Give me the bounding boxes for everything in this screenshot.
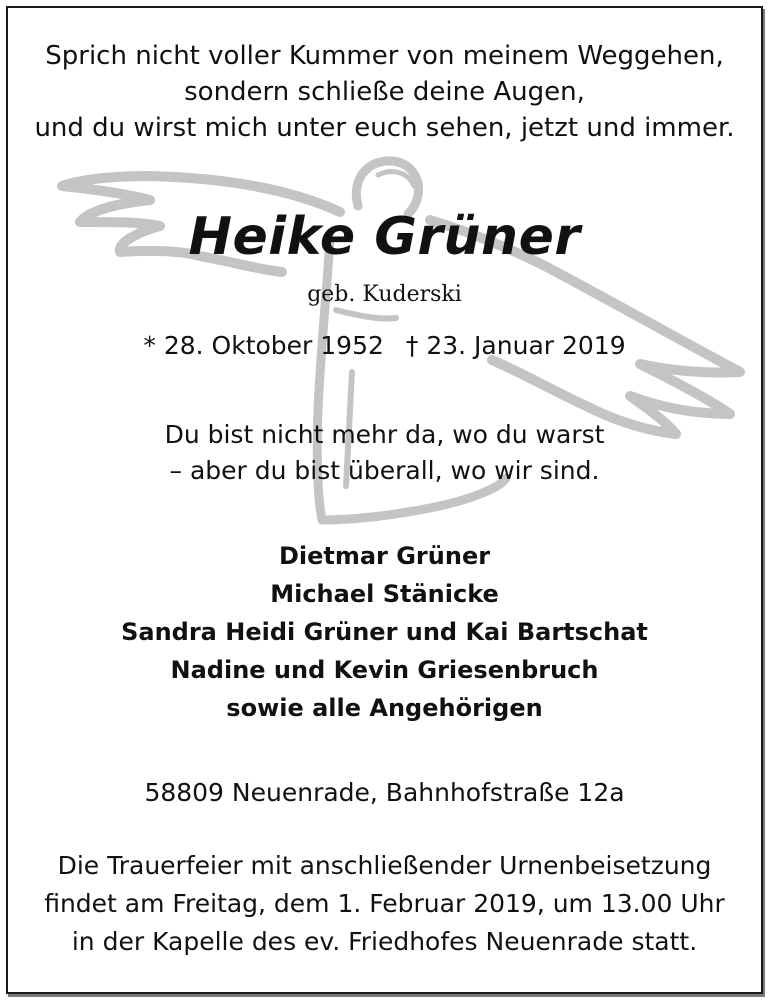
quote-line: und du wirst mich unter euch sehen, jetzt und immer. xyxy=(34,113,735,143)
mourner-name: Sandra Heidi Grüner und Kai Bartschat xyxy=(121,618,648,646)
death-date: † 23. Januar 2019 xyxy=(405,331,626,360)
mourner-name: Dietmar Grüner xyxy=(278,542,491,570)
service-line: in der Kapelle des ev. Friedhofes Neuenrade statt. xyxy=(71,927,698,956)
deceased-name: Heike Grüner xyxy=(188,207,581,267)
mourner-name: sowie alle Angehörigen xyxy=(226,694,543,722)
maiden-name: geb. Kuderski xyxy=(307,282,462,307)
service-line: findet am Freitag, dem 1. Februar 2019, um 13.00 Uhr xyxy=(44,889,725,918)
mourners-list xyxy=(0,537,769,727)
service-line: Die Trauerfeier mit anschließender Urnenbeisetzung xyxy=(57,851,712,880)
life-dates xyxy=(0,328,769,364)
funeral-service-info xyxy=(0,847,769,961)
verse-line: Du bist nicht mehr da, wo du warst xyxy=(164,420,605,449)
verse-line: – aber du bist überall, wo wir sind. xyxy=(169,456,600,485)
quote-line: Sprich nicht voller Kummer von meinem Weggehen, xyxy=(45,41,724,71)
family-address: 58809 Neuenrade, Bahnhofstraße 12a xyxy=(144,778,625,807)
mourner-name: Michael Stänicke xyxy=(270,580,499,608)
birth-date: * 28. Oktober 1952 xyxy=(143,331,384,360)
quote-line: sondern schließe deine Augen, xyxy=(184,77,585,107)
mourner-name: Nadine und Kevin Griesenbruch xyxy=(170,656,599,684)
memorial-verse xyxy=(0,417,769,489)
opening-quote xyxy=(0,38,769,146)
